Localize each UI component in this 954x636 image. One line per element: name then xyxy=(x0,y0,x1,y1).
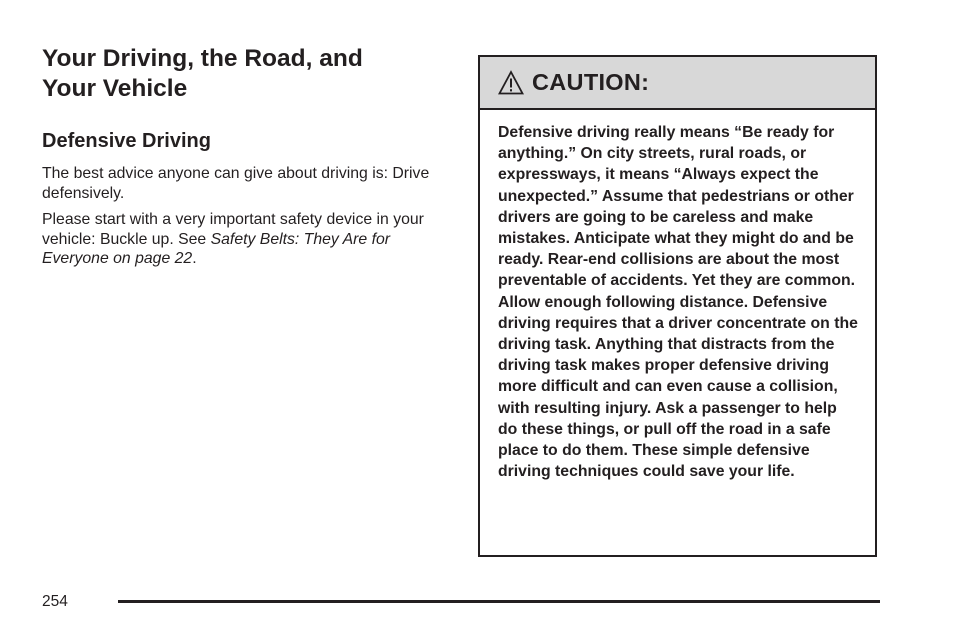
caution-label: CAUTION: xyxy=(532,69,650,95)
safety-belt-text: Please start with a very important safety device in your vehicle: Buckle up. See xyxy=(42,211,424,248)
section-title: Defensive Driving xyxy=(42,130,211,152)
paragraph-end: . xyxy=(192,250,197,267)
caution-box xyxy=(478,55,877,557)
chapter-title xyxy=(42,44,442,104)
caution-text: Defensive driving really means “Be ready for anything.” On city streets, rural roads, or expressways, it means “Always expect the unexpected.” Assume that pedestrians or other drivers are going to be careless and make mistakes. Anticipate what they might do and be ready. Rear-end collisions are about the most preventable of accidents. Yet they are common. Allow enough following distance. Defensive driving requires that a driver concentrate on the driving task. Anything that distracts from the driving task makes proper defensive driving more difficult and can even cause a collision, with resulting injury. Ask a passenger to help do these things, or pull off the road in a safe place to do them. These simple defensive driving techniques could save your life. xyxy=(498,124,858,481)
intro-paragraph: The best advice anyone can give about driving is: Drive defensively. xyxy=(42,165,430,202)
chapter-title-line2: Your Vehicle xyxy=(42,75,188,102)
warning-triangle-icon xyxy=(498,70,524,96)
page-number: 254 xyxy=(42,593,68,610)
safety-belt-paragraph xyxy=(42,210,442,269)
caution-header xyxy=(480,57,875,110)
footer-divider xyxy=(118,600,880,603)
page-reference-link[interactable]: Safety Belts: They Are for Everyone on page 22 xyxy=(42,230,391,267)
left-column xyxy=(42,44,442,269)
chapter-title-line1: Your Driving, the Road, and xyxy=(42,45,363,72)
